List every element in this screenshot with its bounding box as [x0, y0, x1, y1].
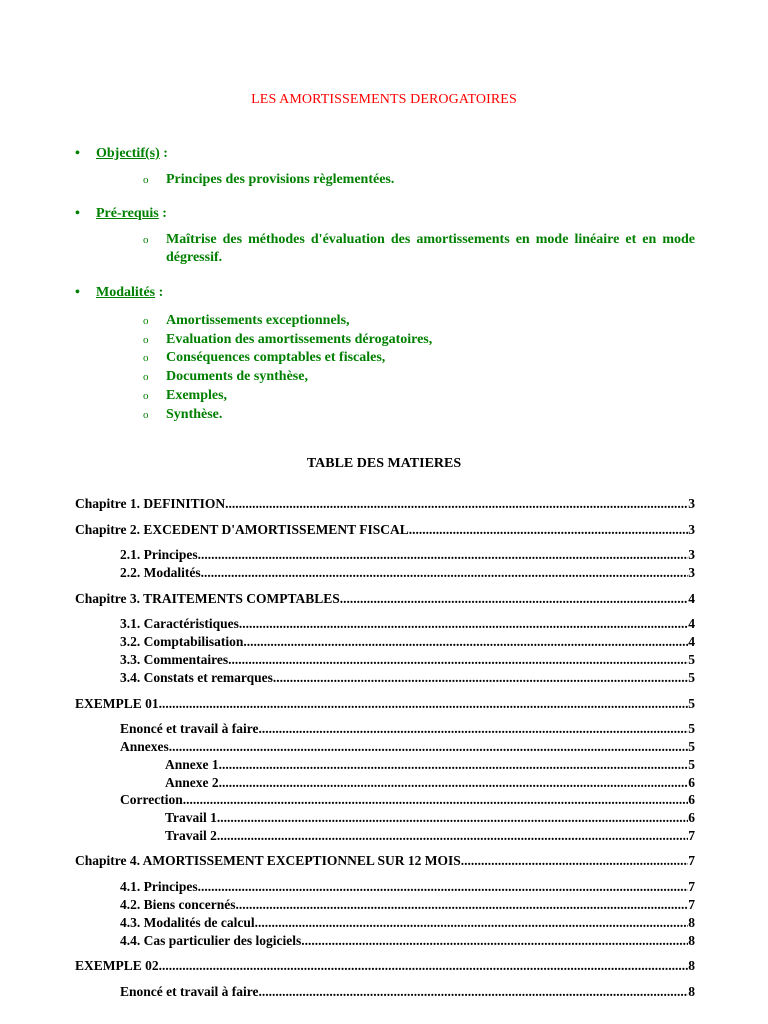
toc-entry-label: Chapitre 1. DEFINITION. [75, 496, 229, 511]
toc-entry-page: 7 [688, 879, 695, 894]
toc-entry[interactable] [120, 652, 695, 670]
toc-entry[interactable] [120, 634, 695, 652]
toc-leader [276, 670, 688, 686]
toc-entry-page: 6 [688, 775, 695, 790]
toc-leader [340, 591, 688, 607]
list-item [143, 349, 432, 368]
toc-entry-page: 4 [688, 591, 695, 606]
objectifs-colon: : [159, 146, 168, 161]
toc-leader [262, 721, 688, 737]
toc-leader [464, 853, 688, 869]
toc-leader [162, 696, 688, 712]
modalites-label: Modalités [96, 285, 156, 300]
toc-entry[interactable] [75, 522, 695, 540]
list-item-text: Evaluation des amortissements dérogatoires, [166, 331, 433, 347]
circle-bullet-icon: o [143, 333, 149, 346]
list-item [143, 312, 432, 331]
toc-entry-label: Enoncé et travail à faire. [120, 721, 262, 736]
toc-entry-label: 4.4. Cas particulier des logiciels. [120, 933, 305, 948]
toc-leader [412, 522, 688, 538]
objectifs-item [143, 171, 394, 189]
toc-entry-label: 3.1. Caractéristiques. [120, 616, 243, 631]
toc-leader [258, 915, 688, 931]
toc-leader [201, 879, 688, 895]
toc-leader [201, 547, 688, 563]
toc-leader [305, 933, 689, 949]
toc-entry-page: 5 [688, 721, 695, 736]
toc-entry-label: EXEMPLE 01. [75, 696, 163, 711]
toc-entry[interactable] [120, 792, 695, 810]
toc-entry-page: 3 [688, 496, 695, 511]
toc-entry-label: EXEMPLE 02. [75, 958, 163, 973]
toc-entry-page: 8 [688, 915, 695, 930]
toc-entry-label: Annexes. [120, 739, 173, 754]
toc-entry[interactable] [120, 547, 695, 565]
toc-entry[interactable] [120, 616, 695, 634]
toc-entry[interactable] [75, 958, 695, 976]
toc-entry-label: Annexe 2. [165, 775, 222, 790]
toc-leader [242, 616, 688, 632]
circle-bullet-icon: o [143, 371, 149, 384]
toc-leader [220, 810, 688, 826]
toc-leader [204, 565, 688, 581]
toc-entry-page: 8 [688, 933, 695, 948]
toc-entry-label: Chapitre 4. AMORTISSEMENT EXCEPTIONNEL SUR 12 MOIS. [75, 853, 465, 868]
bullet-icon: • [75, 206, 80, 221]
toc-entry-page: 6 [688, 792, 695, 807]
list-item-text: Synthèse. [166, 406, 223, 422]
toc-entry[interactable] [75, 696, 695, 714]
prerequis-colon: : [158, 206, 167, 221]
toc-leader [231, 652, 688, 668]
toc-leader [239, 897, 688, 913]
toc-entry-label: Chapitre 3. TRAITEMENTS COMPTABLES [75, 591, 340, 606]
list-item-text: Exemples, [166, 387, 228, 403]
toc-entry-label: Annexe 1. [165, 757, 222, 772]
bullet-icon: • [75, 146, 80, 161]
toc-entry-page: 5 [688, 696, 695, 711]
list-item [143, 387, 432, 406]
circle-bullet-icon: o [143, 352, 149, 365]
toc-entry-page: 7 [688, 853, 695, 868]
toc-entry-label: Enoncé et travail à faire. [120, 984, 262, 999]
circle-bullet-icon: o [143, 315, 149, 327]
toc-entry[interactable] [75, 496, 695, 514]
toc-entry-page: 4 [688, 634, 695, 649]
list-item-text: Amortissements exceptionnels, [166, 313, 350, 328]
objectifs-heading [75, 146, 168, 162]
toc-entry-label: 2.2. Modalités. [120, 565, 204, 580]
toc-leader [262, 984, 688, 1000]
toc-entry[interactable] [120, 933, 695, 951]
toc-entry-page: 5 [688, 757, 695, 772]
toc-leader [229, 496, 689, 512]
toc-entry-page: 5 [688, 670, 695, 685]
toc-entry-label: 4.2. Biens concernés. [120, 897, 239, 912]
toc-entry-page: 6 [688, 810, 695, 825]
toc-entry-page: 8 [688, 984, 695, 999]
toc-entry[interactable] [120, 565, 695, 583]
toc-entry[interactable] [120, 897, 695, 915]
prerequis-label: Pré-requis [96, 206, 159, 221]
objectifs-label: Objectif(s) [96, 146, 160, 161]
toc-leader [222, 757, 688, 773]
toc-entry[interactable] [165, 828, 695, 846]
toc-entry-label: Travail 1. [165, 810, 221, 825]
list-item-text: Conséquences comptables et fiscales, [166, 350, 386, 366]
toc-entry[interactable] [120, 984, 695, 1002]
toc-entry[interactable] [165, 775, 695, 793]
list-item [143, 406, 432, 425]
toc-entry[interactable] [165, 810, 695, 828]
objectifs-item-text: Principes des provisions règlementées. [166, 172, 395, 187]
toc-leader [222, 775, 688, 791]
toc-entry-page: 7 [688, 897, 695, 912]
toc-entry[interactable] [120, 739, 695, 757]
list-item [143, 331, 432, 350]
toc-entry-label: 4.3. Modalités de calcul. [120, 915, 258, 930]
toc-entry-page: 3 [688, 547, 695, 562]
toc-entry-label: Correction. [120, 792, 187, 807]
modalites-heading [75, 285, 163, 301]
toc-entry-page: 8 [688, 958, 695, 973]
toc-leader [247, 634, 688, 650]
toc-entry[interactable] [120, 915, 695, 933]
circle-bullet-icon: o [143, 174, 149, 186]
list-item [143, 368, 432, 387]
circle-bullet-icon: o [143, 408, 149, 421]
toc-leader [172, 739, 688, 755]
toc-entry-label: Chapitre 2. EXCEDENT D'AMORTISSEMENT FISCAL. [75, 522, 413, 537]
toc-entry-page: 7 [688, 828, 695, 843]
toc-leader [186, 792, 688, 808]
toc-entry[interactable] [120, 670, 695, 688]
toc-entry-page: 5 [688, 739, 695, 754]
modalites-list [143, 312, 432, 424]
toc-entry-label: 3.4. Constats et remarques. [120, 670, 277, 685]
document-title: LES AMORTISSEMENTS DEROGATOIRES [251, 92, 517, 107]
circle-bullet-icon: o [143, 389, 149, 402]
toc-entry-label: 3.3. Commentaires. [120, 652, 232, 667]
toc-leader [220, 828, 688, 844]
toc-entry[interactable] [75, 853, 695, 871]
prerequis-item [143, 231, 695, 267]
list-item-text: Documents de synthèse, [166, 369, 308, 385]
toc-entry-page: 3 [688, 522, 695, 537]
toc-entry[interactable] [120, 721, 695, 739]
toc-entry-label: 3.2. Comptabilisation. [120, 634, 247, 649]
modalites-colon: : [155, 285, 164, 300]
toc-entry[interactable] [165, 757, 695, 775]
toc-entry-label: 4.1. Principes. [120, 879, 201, 894]
bullet-icon: • [75, 285, 80, 300]
toc-entry-page: 4 [688, 616, 695, 631]
toc-leader [162, 958, 688, 974]
toc-entry-page: 3 [688, 565, 695, 580]
toc-title: TABLE DES MATIERES [306, 456, 462, 471]
toc-entry[interactable] [120, 879, 695, 897]
toc-entry-page: 5 [688, 652, 695, 667]
circle-bullet-icon: o [143, 234, 149, 246]
toc-entry-label: Travail 2. [165, 828, 221, 843]
toc-entry-label: 2.1. Principes. [120, 547, 201, 562]
prerequis-heading [75, 206, 167, 222]
toc-entry[interactable] [75, 591, 695, 609]
prerequis-item-text: Maîtrise des méthodes d'évaluation des amortissements en mode linéaire et en mode dégressif. [166, 232, 695, 265]
